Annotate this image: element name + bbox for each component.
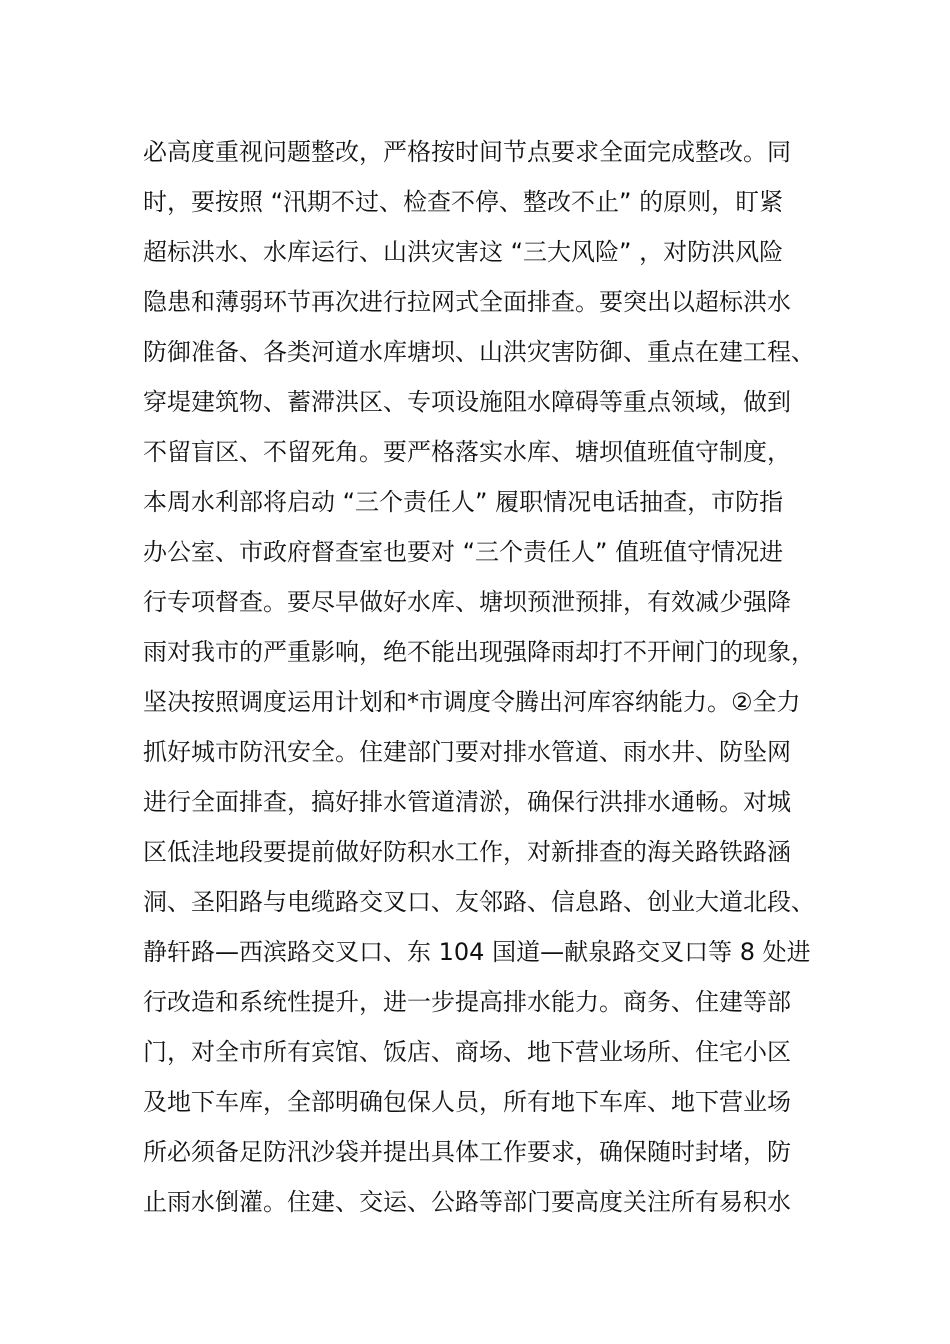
text-line-12: 坚决按照调度运用计划和*市调度令腾出河库容纳能力。②全力 [143,688,801,716]
text-line-17: 静轩路—西滨路交叉口、东 104 国道—献泉路交叉口等 8 处进 [143,938,811,966]
text-line-2: 时，要按照 “汛期不过、检查不停、整改不止” 的原则，盯紧 [143,188,784,216]
text-line-21: 所必须备足防汛沙袋并提出具体工作要求，确保随时封堵，防 [143,1138,791,1166]
text-line-18: 行改造和系统性提升，进一步提高排水能力。商务、住建等部 [143,988,791,1016]
text-line-1: 必高度重视问题整改，严格按时间节点要求全面完成整改。同 [143,138,791,166]
text-line-14: 进行全面排查，搞好排水管道清淤，确保行洪排水通畅。对城 [143,788,791,816]
text-line-10: 行专项督查。要尽早做好水库、塘坝预泄预排，有效减少强降 [143,588,791,616]
text-line-11: 雨对我市的严重影响，绝不能出现强降雨却打不开闸门的现象， [143,638,815,666]
text-line-7: 不留盲区、不留死角。要严格落实水库、塘坝值班值守制度， [143,438,791,466]
text-line-19: 门，对全市所有宾馆、饭店、商场、地下营业场所、住宅小区 [143,1038,791,1066]
text-line-4: 隐患和薄弱环节再次进行拉网式全面排查。要突出以超标洪水 [143,288,791,316]
text-line-22: 止雨水倒灌。住建、交运、公路等部门要高度关注所有易积水 [143,1188,791,1216]
text-line-3: 超标洪水、水库运行、山洪灾害这 “三大风险” ，对防洪风险 [143,238,784,266]
text-line-15: 区低洼地段要提前做好防积水工作，对新排查的海关路铁路涵 [143,838,791,866]
text-line-8: 本周水利部将启动 “三个责任人” 履职情况电话抽查，市防指 [143,488,784,516]
text-line-5: 防御准备、各类河道水库塘坝、山洪灾害防御、重点在建工程、 [143,338,815,366]
text-line-9: 办公室、市政府督查室也要对 “三个责任人” 值班值守情况进 [143,538,784,566]
text-line-6: 穿堤建筑物、蓄滞洪区、专项设施阻水障碍等重点领域，做到 [143,388,791,416]
text-line-20: 及地下车库，全部明确包保人员，所有地下车库、地下营业场 [143,1088,791,1116]
body-text [143,127,823,1227]
text-line-16: 洞、圣阳路与电缆路交叉口、友邻路、信息路、创业大道北段、 [143,888,815,916]
text-line-13: 抓好城市防汛安全。住建部门要对排水管道、雨水井、防坠网 [143,738,791,766]
